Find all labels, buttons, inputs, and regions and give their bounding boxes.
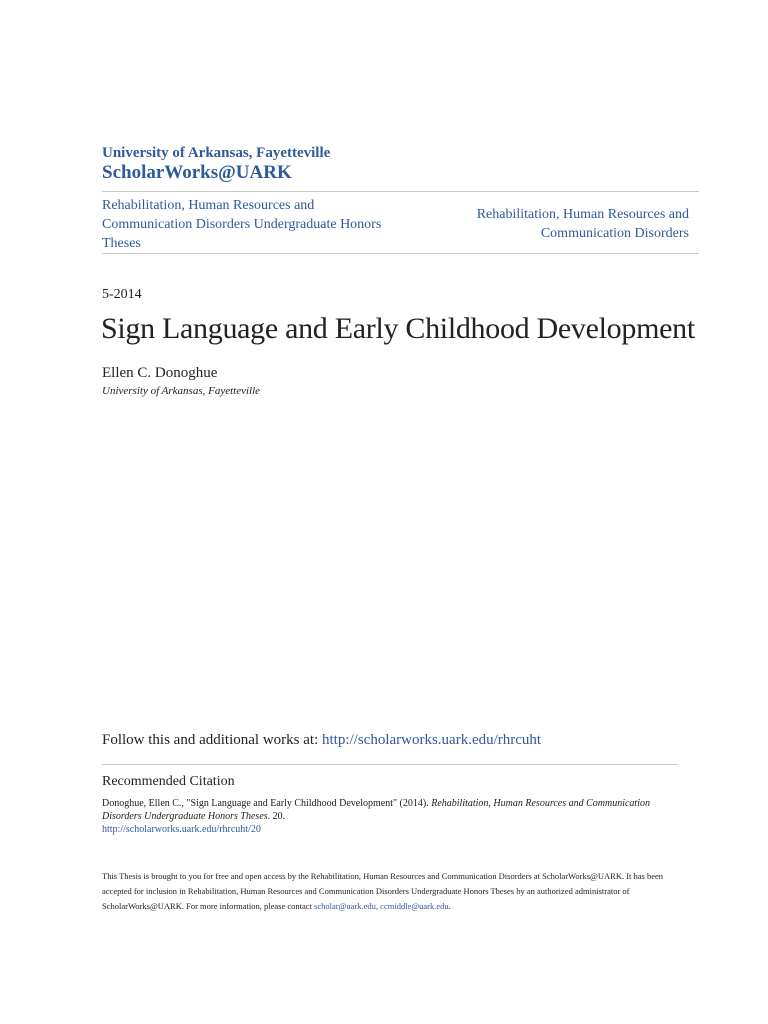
collection-link-left[interactable]: Rehabilitation, Human Resources and Communication Disorders Undergraduate Honors Theses bbox=[102, 198, 382, 251]
citation-text: Donoghue, Ellen C., "Sign Language and Early Childhood Development" (2014). bbox=[102, 798, 432, 809]
follow-line bbox=[102, 732, 541, 749]
citation-divider bbox=[102, 764, 678, 765]
follow-url-link[interactable]: http://scholarworks.uark.edu/rhrcuht bbox=[321, 732, 542, 748]
top-divider bbox=[102, 191, 699, 192]
contact-email-links[interactable]: scholar@uark.edu, ccmiddle@uark.edu bbox=[314, 901, 449, 911]
bottom-divider bbox=[102, 253, 699, 254]
notice-end: . bbox=[448, 901, 451, 911]
author-affiliation: University of Arkansas, Fayetteville bbox=[102, 385, 261, 397]
notice-text: This Thesis is brought to you for free and open access by the Rehabilitation, Human Resources and Communication Disorders at ScholarWorks@UARK. It has been accepted for inclusion in Rehabilitation, Human Resources and Communication Disorders Undergraduate Honors Theses by an authorized administrator of ScholarWorks@UARK. For more information, please contact bbox=[102, 871, 664, 911]
repository-name[interactable]: ScholarWorks@UARK bbox=[102, 162, 292, 183]
access-notice bbox=[102, 869, 682, 914]
citation-url-link[interactable]: http://scholarworks.uark.edu/rhrcuht/20 bbox=[102, 824, 261, 835]
collection-link-right[interactable]: Rehabilitation, Human Resources and Communication Disorders bbox=[476, 207, 689, 241]
author-name: Ellen C. Donoghue bbox=[102, 365, 218, 381]
citation-block bbox=[102, 797, 682, 836]
document-title: Sign Language and Early Childhood Development bbox=[101, 312, 695, 345]
citation-end: . 20. bbox=[267, 811, 286, 822]
university-name: University of Arkansas, Fayetteville bbox=[102, 145, 331, 161]
publication-date: 5-2014 bbox=[102, 287, 142, 302]
citation-heading: Recommended Citation bbox=[102, 774, 235, 789]
follow-label: Follow this and additional works at: bbox=[102, 732, 322, 748]
citation-series: Rehabilitation, Human Resources and Communication Disorders Undergraduate Honors Theses bbox=[102, 798, 650, 822]
